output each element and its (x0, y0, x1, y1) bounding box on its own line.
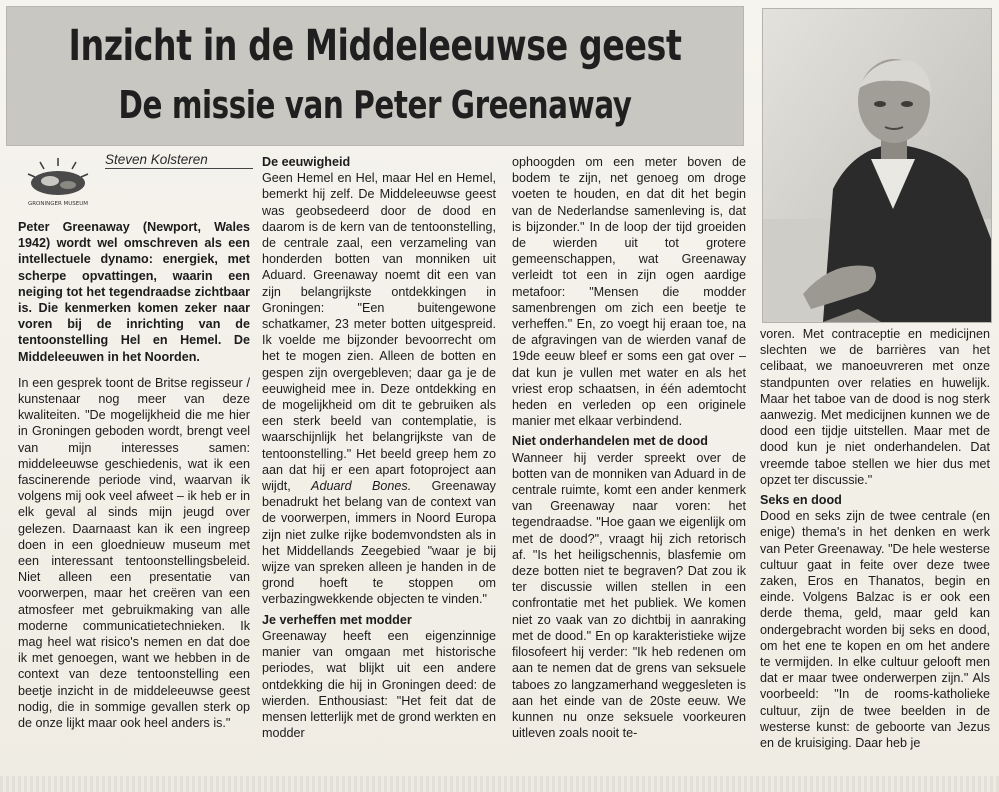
subheading-seks-en-dood: Seks en dood (760, 493, 842, 508)
lead-paragraph: Peter Greenaway (Newport, Wales 1942) wordt wel omschreven als een intellectuele dynamo: energiek, met scherpe opvattingen, waarin een neiging tot het tegendraadse zichtbaar is. Die kenmerken komen zeker naar voren bij de inrichting van de tentoonstelling Hel en Hemel. De Middeleeuwen in het Noorden. (18, 220, 250, 364)
body-paragraph: voren. Met contraceptie en medicijnen slechten we de barrières van het celibaat, we manoeuvreren met onze standpunten over relaties en huwelijk. Maar het taboe van de dood is nog sterk aanwezig. Met medicijnen kunnen we de dood een tijdje uitstellen. Maar met de dood kun je niet onderhandelen. Dat vreemde taboe stellen we hier dus met opzet ter discussie." (760, 327, 990, 487)
headline-banner (6, 6, 744, 146)
text-run: Geen Hemel en Hel, maar Hel en Hemel, bemerkt hij zelf. De Middeleeuwse geest was geobsedeerd door de dood en daarom is de kern van de tentoonstelling, de centrale zaal, een verzameling van honderden botten van monniken uit Aduard. Greenaway noemt dit een van zijn belangrijkste ontdekkingen in Groningen: "Een buitengewone schatkamer, 23 meter botten uitgespreid. Ik voelde me bijzonder bevoorrecht om het te mogen zien. Alleen de botten en gespen zijn overgebleven; daar ga je de eeuwigheid mee in. Deze ontdekking en de mogelijkheid om dit te gebruiken als een sterk beeld van contemplatie, is waarschijnlijk het belangrijkste van de tentoonstelling." Het beeld greep hem zo aan dat hij er een apart fotoproject aan wijdt, (262, 171, 496, 494)
text-run: Greenaway benadrukt het belang van de context van de voorwerpen, immers in Noord Europa zijn niet zulke rijke bodemvondsten als in het Middellands Zeegebied "waar je bij wijze van spreken alleen je handen in de grond hoeft te stoppen om verbazingwekkende objecten te vinden." (262, 479, 496, 607)
body-paragraph: Wanneer hij verder spreekt over de botten van de monniken van Aduard in de centrale ruimte, komt een ander kenmerk van Greenaway naar voren: het tegendraadse. "Hoe gaan we eigenlijk om met de dood?", vraagt hij zich retorisch af. "Is het heiligschennis, blasfemie om deze botten niet te begraven? Dat zou ik ter discussie willen stellen in een confrontatie met het publiek. We komen niet zo vaak van zo dichtbij in aanraking met de dood." En op karakteristieke wijze filosofeert hij verder: "Ik heb redenen om aan te nemen dat de grens van seksuele taboes zo langzamerhand weggesleten is aan het einde van de 20ste eeuw. We kunnen nu onze seksuele voorkeuren uitleven zoals nooit te- (512, 450, 746, 741)
scan-edge (0, 776, 999, 792)
logo-text: GRONINGER MUSEUM (27, 201, 89, 207)
body-paragraph: Dood en seks zijn de twee centrale (en enige) thema's in het denken en werk van Peter Greenaway. "De hele westerse cultuur gaat in feite over deze twee zaken, Eros en Thanatos, begin en einde. Volgens Balzac is er ook een derde thema, geld, maar geld kan ondergebracht worden bij seks en dood, om het ene te kopen en om het andere te vermijden. In elke cultuur gelooft men dat er maar twee onderwerpen zijn." Als voorbeeld: "In de rooms-katholieke cultuur, zijn de twee beelden in de westerse kunst: de geboorte van Jezus en de kruisiging. Daar heb je (760, 509, 990, 751)
portrait-photo (762, 8, 992, 323)
byline-author: Steven Kolsteren (105, 152, 253, 169)
headline-title: Inzicht in de Middeleeuwse geest (68, 21, 682, 71)
portrait-illustration (763, 9, 991, 322)
article-column-1 (18, 219, 250, 731)
article-column-2 (262, 154, 496, 741)
body-paragraph (262, 170, 496, 607)
body-paragraph: In een gesprek toont de Britse regisseur / kunstenaar nog meer van deze kwaliteiten. "De mogelijkheid die me hier in Groningen geboden wordt, brengt veel van mijn interesses samen: middeleeuwse geschiedenis, wat ik een fascinerende periode vind, waarvan ik volgens mij ook veel afweet – ik heb er in elk geval al sinds mijn jeugd over gelezen. Daarnaast kan ik een ingreep doen in een gloednieuw museum met een interessant tentoonstellingsbeleid. Niet alleen een presentatie van voorwerpen, maar het creëren van een atmosfeer met gebruikmaking van alle moderne communicatietechnieken. Ik mag heel wat risico's nemen en dat doe ik met genoegen, want we hebben in de context van deze tentoonstelling een beetje inzicht in de middeleeuwse geest nodig, die in sommige gevallen sterk op de onze lijkt maar ook heel anders is." (18, 375, 250, 731)
body-paragraph: ophoogden om een meter boven de bodem te zijn, net genoeg om droge voeten te houden, en dat dit het begin van de Nederlandse samenleving is, dat is bijzonder." In de loop der tijd groeiden de wierden uit tot grotere gemeenschappen, wat Greenaway verleidt tot een in zijn ogen aardige metafoor: "Mensen die modder samenbrengen om zich een beetje te verheffen." En, zo voegt hij eraan toe, na de afgravingen van de wierden vanaf de 19de eeuw bleef er soms een gat over – dat kun je vullen met water en als het vriest erop schaatsen, in één ademtocht heden en verleden op een originele manier met elkaar verbindend. (512, 155, 746, 429)
article-column-4 (760, 326, 990, 751)
headline-subtitle: De missie van Peter Greenaway (118, 83, 632, 127)
body-paragraph: Greenaway heeft een eigenzinnige manier van omgaan met historische periodes, wat blijkt uit een andere ontdekking die hij in Groningen deed: de wierden. Enthousiast: "Het feit dat de mensen letterlijk met de grond werkten en modder (262, 628, 496, 741)
subheading-modder: Je verheffen met modder (262, 612, 412, 627)
groninger-museum-logo (18, 152, 98, 212)
subheading-eeuwigheid: De eeuwigheid (262, 155, 351, 169)
italic-title: Aduard Bones. (311, 479, 412, 494)
byline-area (18, 152, 250, 212)
subheading-dood: Niet onderhandelen met de dood (512, 434, 708, 449)
article-column-3 (512, 154, 746, 741)
